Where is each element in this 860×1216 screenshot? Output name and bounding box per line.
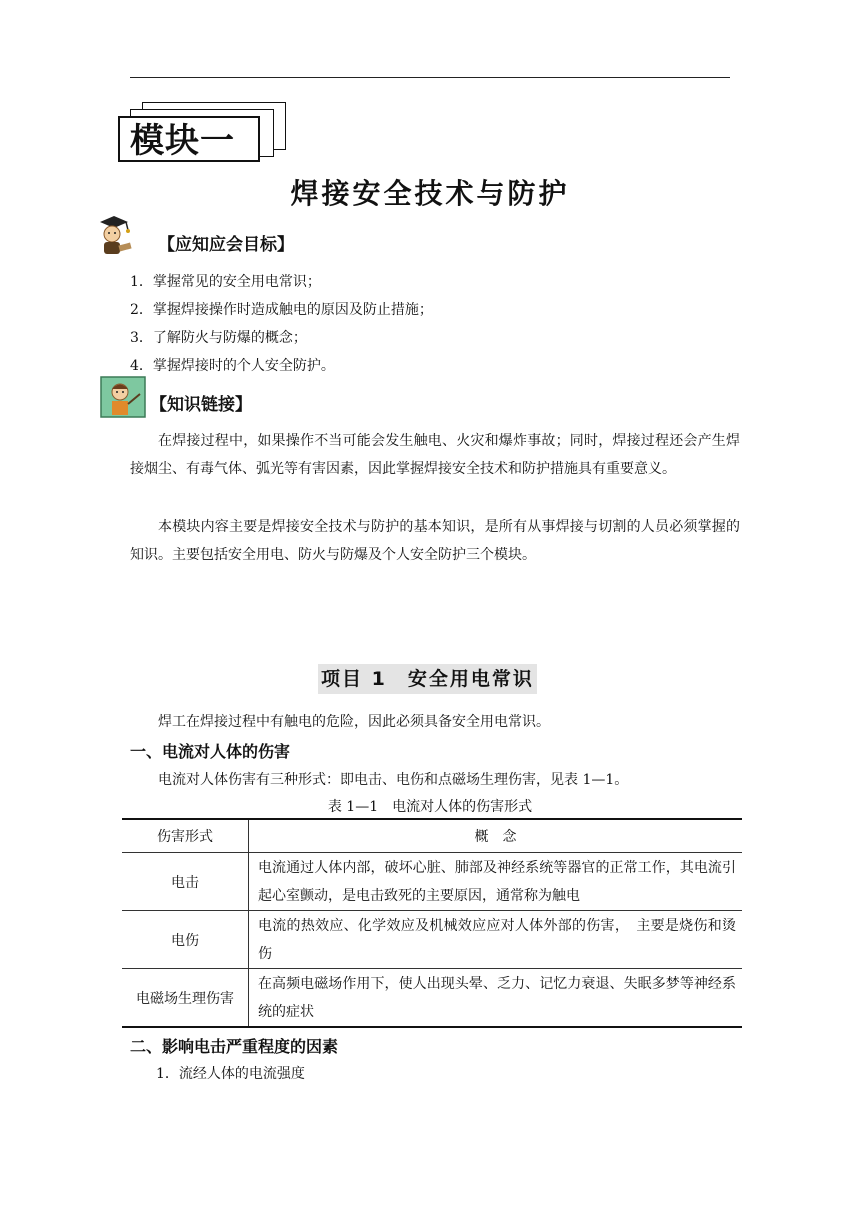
project-intro: 焊工在焊接过程中有触电的危险，因此必须具备安全用电常识。 bbox=[158, 714, 550, 730]
table-cell-form: 电击 bbox=[122, 853, 249, 911]
knowledge-paragraph-1: 在焊接过程中，如果操作不当可能会发生触电、火灾和爆炸事故；同时，焊接过程还会产生焊接烟尘、有毒气体、弧光等有害因素，因此掌握焊接安全技术和防护措施具有重要意义。 bbox=[130, 433, 740, 477]
module-tag: 模块一 bbox=[118, 116, 260, 162]
table-header-concept: 概 念 bbox=[249, 819, 743, 853]
table-cell-form: 电伤 bbox=[122, 911, 249, 969]
table-header-row bbox=[122, 819, 742, 853]
goal-item-1: 1．掌握常见的安全用电常识； bbox=[130, 274, 321, 290]
table-row bbox=[122, 911, 742, 969]
knowledge-paragraph-2: 本模块内容主要是焊接安全技术与防护的基本知识，是所有从事焊接与切割的人员必须掌握的知识。主要包括安全用电、防火与防爆及个人安全防护三个模块。 bbox=[130, 519, 740, 563]
knowledge-heading: 【知识链接】 bbox=[150, 395, 252, 415]
project-title: 项目 1 安全用电常识 bbox=[318, 664, 537, 694]
table-caption: 表 1—1 电流对人体的伤害形式 bbox=[327, 799, 533, 815]
teacher-icon bbox=[100, 376, 146, 418]
table-cell-concept: 在高频电磁场作用下，使人出现头晕、乏力、记忆力衰退、失眠多梦等神经系统的症状 bbox=[249, 969, 743, 1028]
section2-item-1: 1．流经人体的电流强度 bbox=[156, 1066, 305, 1082]
section1-intro: 电流对人体伤害有三种形式：即电击、电伤和点磁场生理伤害，见表 1—1。 bbox=[158, 772, 629, 788]
header-rule bbox=[130, 77, 730, 78]
table-row bbox=[122, 853, 742, 911]
section1-heading: 一、电流对人体的伤害 bbox=[130, 742, 291, 761]
table-cell-form: 电磁场生理伤害 bbox=[122, 969, 249, 1028]
goal-item-2: 2．掌握焊接操作时造成触电的原因及防止措施； bbox=[130, 302, 433, 318]
scholar-icon bbox=[92, 214, 136, 258]
injury-forms-table bbox=[122, 818, 742, 1028]
goal-item-3: 3．了解防火与防爆的概念； bbox=[130, 330, 307, 346]
table-cell-concept: 电流的热效应、化学效应及机械效应应对人体外部的伤害， 主要是烧伤和烫伤 bbox=[249, 911, 743, 969]
table-cell-concept: 电流通过人体内部，破坏心脏、肺部及神经系统等器官的正常工作，其电流引起心室颤动，是电击致死的主要原因，通常称为触电 bbox=[249, 853, 743, 911]
table-header-form: 伤害形式 bbox=[122, 819, 249, 853]
goals-heading: 【应知应会目标】 bbox=[158, 235, 294, 255]
goal-item-4: 4．掌握焊接时的个人安全防护。 bbox=[130, 358, 335, 374]
table-row bbox=[122, 969, 742, 1028]
module-title: 焊接安全技术与防护 bbox=[290, 177, 570, 210]
section2-heading: 二、影响电击严重程度的因素 bbox=[130, 1037, 339, 1056]
